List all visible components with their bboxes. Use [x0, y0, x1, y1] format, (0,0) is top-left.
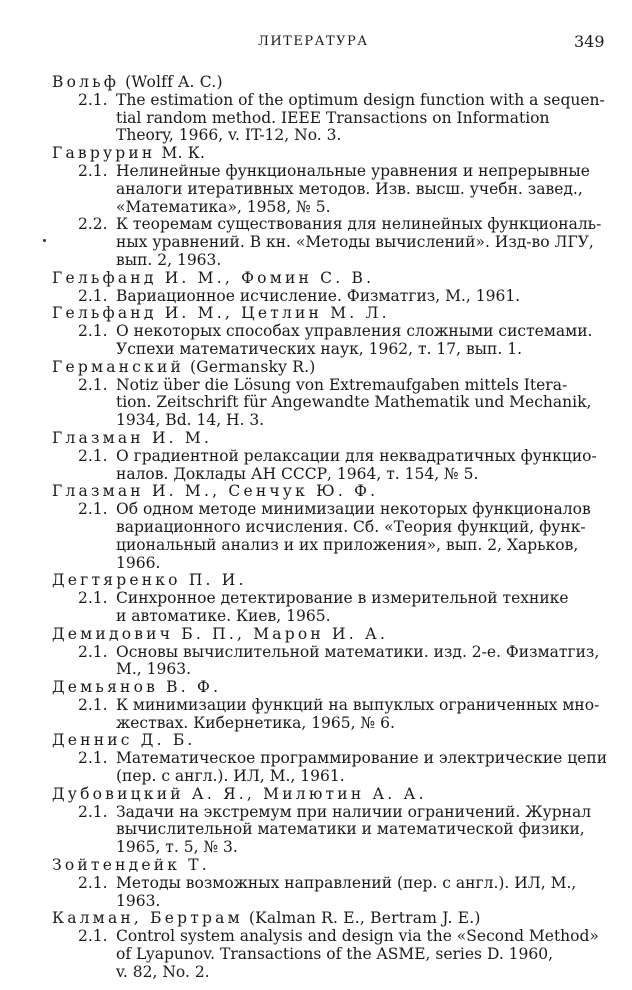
reference-author: [52, 626, 610, 644]
item-number: 2.1.: [78, 322, 108, 341]
item-citation: Вариационное исчисление. Физматгиз, М., 1961.: [116, 286, 521, 305]
author-name: Германский: [52, 357, 185, 376]
item-citation: Нелинейные функциональные уравнения и непрерывные аналоги итеративных методов. Изв. высш. учебн. завед., «Математика», 1958, № 5.: [116, 161, 590, 216]
page-header: [0, 34, 632, 54]
reference-author: [52, 910, 610, 928]
item-citation: Об одном методе минимизации некоторых функционалов вариационного исчисления. Сб. «Теория функций, функ- циональный анализ и их приложения», вып. 2, Харьков, 1966.: [116, 500, 591, 572]
reference-item: [78, 875, 610, 911]
item-citation: Основы вычислительной математики. изд. 2-е. Физматгиз, М., 1963.: [116, 642, 600, 679]
author-latin-name: (Germansky R.): [190, 357, 316, 376]
item-citation: К минимизации функций на выпуклых ограниченных мно- жествах. Кибернетика, 1965, № 6.: [116, 695, 600, 732]
author-latin-name: (Wolff A. C.): [125, 73, 223, 91]
item-citation: О некоторых способах управления сложными системами. Успехи математических наук, 1962, т. 17, вып. 1.: [116, 322, 593, 358]
author-name: Глазман И. М.: [52, 428, 213, 447]
item-citation: The estimation of the optimum design function with a sequen- tial random method. IEEE Transactions on Information Theory, 1966, v. IT-12, No. 3.: [116, 90, 605, 145]
item-number: 2.1.: [78, 90, 108, 109]
reference-author: [52, 74, 610, 92]
author-latin-name: (Kalman R. E., Bertram J. E.): [248, 909, 481, 928]
item-number: 2.1.: [78, 927, 108, 946]
reference-author: [52, 305, 610, 323]
reference-author: [52, 786, 610, 804]
reference-item: [78, 377, 610, 430]
reference-item: [78, 804, 610, 857]
reference-author: [52, 430, 610, 448]
reference-author: [52, 572, 610, 590]
item-citation: Control system analysis and design via the «Second Method» of Lyapunov. Transactions of the ASME, series D. 1960, v. 82, No. 2.: [116, 927, 599, 981]
reference-author: [52, 145, 610, 163]
item-citation: О градиентной релаксации для неквадратичных функцио- налов. Доклады АН СССР, 1964, т. 154, № 5.: [116, 446, 597, 483]
item-number: 2.1.: [78, 446, 108, 465]
item-citation: Notiz über die Lösung von Extremaufgaben mittels Itera- tion. Zeitschrift für Angewandte Mathematik und Mechanik, 1934, Bd. 14, H. 3.: [116, 375, 592, 430]
reference-item: [78, 644, 610, 680]
reference-item: [78, 590, 610, 626]
running-title: ЛИТЕРАТУРА: [258, 34, 369, 49]
author-name: Глазман И. М., Сенчук Ю. Ф.: [52, 482, 379, 501]
item-citation: Методы возможных направлений (пер. с англ.). ИЛ, М., 1963.: [116, 873, 577, 910]
reference-item: [78, 92, 610, 145]
reference-item: [78, 288, 610, 306]
item-number: 2.1.: [78, 873, 108, 892]
reference-author: [52, 483, 610, 501]
reference-author: [52, 732, 610, 750]
item-number: 2.1.: [78, 161, 108, 180]
item-number: 2.1.: [78, 589, 108, 608]
reference-author: [52, 270, 610, 288]
author-name: Гаврурин: [52, 144, 156, 163]
author-name: Гельфанд И. М., Фомин С. В.: [52, 268, 375, 287]
reference-item: [78, 448, 610, 484]
reference-author: [52, 857, 610, 875]
author-latin-name: М. К.: [161, 144, 206, 163]
item-number: 2.1.: [78, 642, 108, 661]
item-number: 2.1.: [78, 286, 108, 305]
item-citation: Синхронное детектирование в измерительной технике и автоматике. Киев, 1965.: [116, 589, 569, 625]
item-number: 2.1.: [78, 695, 108, 714]
reference-item: [78, 163, 610, 216]
author-name: Гельфанд И. М., Цетлин М. Л.: [52, 304, 390, 323]
reference-item: [78, 750, 610, 786]
author-name: Демьянов В. Ф.: [52, 678, 222, 697]
author-name: Дегтяренко П. И.: [52, 571, 247, 590]
author-name: Зойтендейк Т.: [52, 856, 210, 875]
print-speck: [43, 239, 46, 242]
reference-item: [78, 216, 610, 269]
reference-item: [78, 697, 610, 733]
item-citation: Математическое программирование и электрические цепи (пер. с англ.). ИЛ, М., 1961.: [116, 749, 608, 786]
item-number: 2.2.: [78, 215, 108, 234]
author-name: Вольф: [52, 73, 120, 91]
reference-author: [52, 679, 610, 697]
item-citation: Задачи на экстремум при наличии ограничений. Журнал вычислительной математики и математической физики, 1965, т. 5, № 3.: [116, 802, 592, 857]
page-number: 349: [574, 32, 605, 51]
reference-item: [78, 323, 610, 359]
reference-item: [78, 501, 610, 572]
author-name: Деннис Д. Б.: [52, 731, 196, 750]
reference-list: [52, 74, 610, 982]
item-number: 2.1.: [78, 802, 108, 821]
reference-author: [52, 359, 610, 377]
item-number: 2.1.: [78, 749, 108, 768]
item-number: 2.1.: [78, 500, 108, 519]
item-number: 2.1.: [78, 375, 108, 394]
author-name: Демидович Б. П., Марон И. А.: [52, 624, 389, 643]
item-citation: К теоремам существования для нелинейных функциональ- ных уравнений. В кн. «Методы вычислений». Изд-во ЛГУ, вып. 2, 1963.: [116, 215, 602, 269]
author-name: Калман, Бертрам: [52, 909, 243, 928]
author-name: Дубовицкий А. Я., Милютин А. А.: [52, 784, 427, 803]
reference-item: [78, 928, 610, 981]
